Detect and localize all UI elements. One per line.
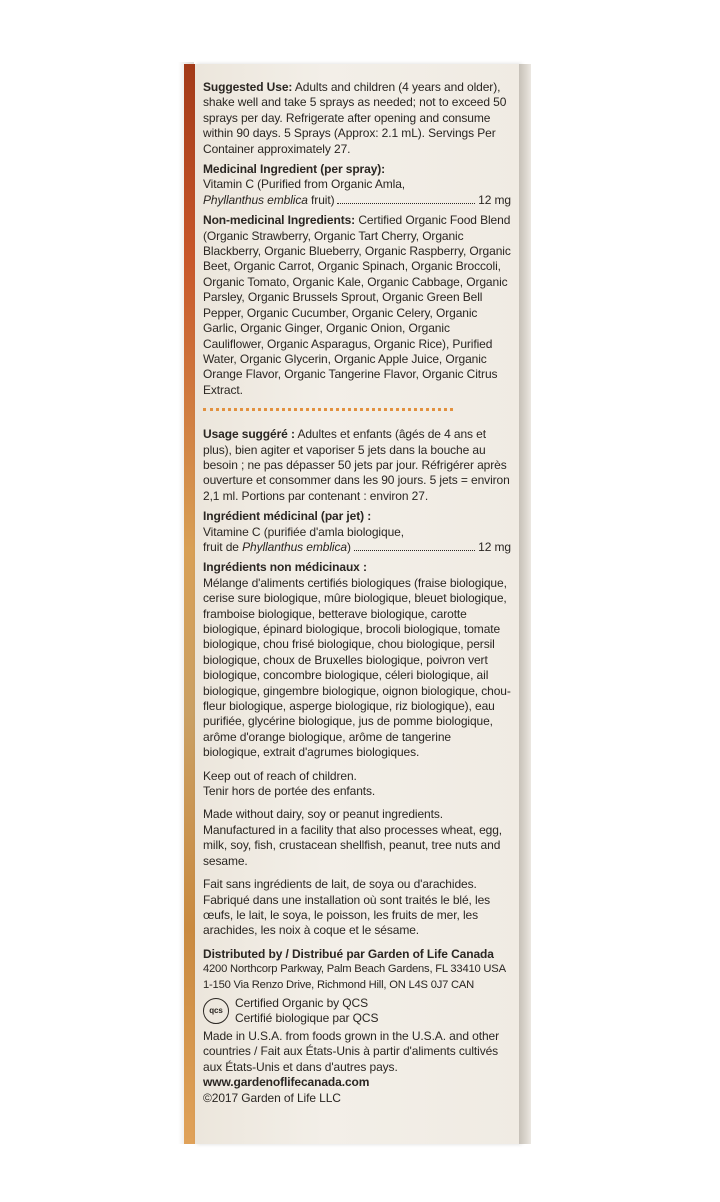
- medicinal-fr-suffix: ): [346, 539, 351, 554]
- medicinal-fr-line2: [203, 540, 511, 555]
- label-panel-edge: [519, 64, 531, 1144]
- certification: [203, 996, 511, 1026]
- label-content: [203, 80, 511, 1106]
- distributor: [203, 947, 511, 993]
- non-medicinal-ingredients: [203, 213, 511, 398]
- medicinal-ingredient-label: Medicinal Ingredient (per spray):: [203, 162, 386, 177]
- origin: Made in U.S.A. from foods grown in the U.S.A. and other countries / Fait aux États-Unis à partir d'aliments cultivés aux États-Unis et dans d'autres pays.: [203, 1028, 499, 1074]
- warnings: [203, 769, 511, 800]
- suggested-use-label: Suggested Use:: [203, 80, 293, 94]
- language-separator: [203, 408, 453, 411]
- medicinal-fr-prefix: fruit de: [203, 539, 243, 554]
- warning-fr: Tenir hors de portée des enfants.: [203, 784, 376, 799]
- non-medicinal-fr-text: Mélange d'aliments certifiés biologiques (fraise biologique, cerise sure biologique, mûre biologique, bleuet biologique, framboise biologique, betterave biologique, carotte biologique, épinard biologique, brocoli biologique, tomate biologique, chou frisé biologique, chou biologique, persil biologique, choux de Bruxelles biologique, poivron vert biologique, concombre biologique, céleri biologique, ail biologique, gingembre biologique, oignon biologique, chou-fleur biologique, asperge biologique, riz biologique), eau purifiée, glycérine biologique, jus de pomme biologique, arôme d'orange biologique, arôme de tangerine biologique, extrait d'agrumes biologiques.: [203, 575, 511, 760]
- copyright: ©2017 Garden of Life LLC: [203, 1090, 341, 1105]
- medicinal-fr-label: Ingrédient médicinal (par jet) :: [203, 509, 372, 524]
- suggested-use: [203, 80, 511, 157]
- medicinal-amount: 12 mg: [478, 192, 511, 207]
- medicinal-ingredient: [203, 162, 511, 208]
- distributor-address-ca: 1-150 Via Renzo Drive, Richmond Hill, ON L4S 0J7 CAN: [203, 978, 475, 991]
- medicinal-fr-line1: Vitamine C (purifiée d'amla biologique,: [203, 524, 404, 539]
- non-medicinal-fr-label: Ingrédients non médicinaux :: [203, 560, 367, 575]
- species-name: Phyllanthus emblica: [203, 192, 308, 207]
- qcs-logo: qcs: [203, 998, 229, 1024]
- dot-leader-fr: [354, 550, 475, 551]
- medicinal-fr-amount: 12 mg: [478, 539, 511, 554]
- usage-fr-text: Adultes et enfants (âgés de 4 ans et plus), bien agiter et vaporiser 5 jets dans la bouche au besoin ; ne pas dépasser 50 jets par jour. Réfrigérer après ouverture et consommer dans les 90 jours. 5 jets = environ 2,1 ml. Portions par contenant : environ 27.: [203, 427, 510, 503]
- non-medicinal-fr: [203, 560, 511, 760]
- species-name-fr: Phyllanthus emblica: [242, 539, 347, 554]
- suggested-use-text: Adults and children (4 years and older), shake well and take 5 sprays as needed; not to exceed 50 sprays per day. Refrigerate after opening and consume within 90 days. 5 Sprays (Approx: 2.1 mL). Servings Per Container approximately 27.: [203, 80, 507, 156]
- distributor-label: Distributed by / Distribué par Garden of Life Canada: [203, 946, 494, 961]
- medicinal-ingredient-line1: Vitamin C (Purified from Organic Amla,: [203, 177, 406, 192]
- medicinal-ingredient-line2: [203, 193, 511, 208]
- certification-en: Certified Organic by QCS: [235, 995, 368, 1010]
- usage-fr-label: Usage suggéré :: [203, 427, 295, 442]
- certification-fr: Certifié biologique par QCS: [235, 1010, 379, 1025]
- dot-leader: [337, 203, 475, 204]
- medicinal-fr: [203, 509, 511, 555]
- warning-en: Keep out of reach of children.: [203, 768, 357, 783]
- website-link[interactable]: www.gardenoflifecanada.com: [203, 1075, 370, 1090]
- non-medicinal-text: Certified Organic Food Blend (Organic Strawberry, Organic Tart Cherry, Organic Blackberry, Organic Blueberry, Organic Raspberry, Organic Beet, Organic Carrot, Organic Spinach, Organic Broccoli, Organic Tomato, Organic Kale, Organic Cabbage, Organic Parsley, Organic Brussels Sprout, Organic Green Bell Pepper, Organic Cucumber, Organic Celery, Organic Garlic, Organic Ginger, Organic Onion, Organic Cauliflower, Organic Asparagus, Organic Rice), Purified Water, Organic Glycerin, Organic Apple Juice, Organic Orange Flavor, Organic Tangerine Flavor, Organic Citrus Extract.: [203, 213, 511, 397]
- non-medicinal-label: Non-medicinal Ingredients:: [203, 213, 356, 228]
- allergen-en: Made without dairy, soy or peanut ingredients. Manufactured in a facility that also processes wheat, egg, milk, soy, fish, crustacean shellfish, peanut, tree nuts and sesame.: [203, 807, 503, 868]
- usage-fr: [203, 427, 511, 504]
- distributor-address-us: 4200 Northcorp Parkway, Palm Beach Gardens, FL 33410 USA: [203, 963, 506, 976]
- certification-text: [235, 996, 378, 1026]
- allergen-fr: Fait sans ingrédients de lait, de soya ou d'arachides. Fabriqué dans une installation où sont traités le blé, les œufs, le lait, le soya, le poisson, les fruits de mer, les arachides, les noix à coque et le sésame.: [203, 877, 491, 938]
- species-suffix: fruit): [307, 192, 335, 207]
